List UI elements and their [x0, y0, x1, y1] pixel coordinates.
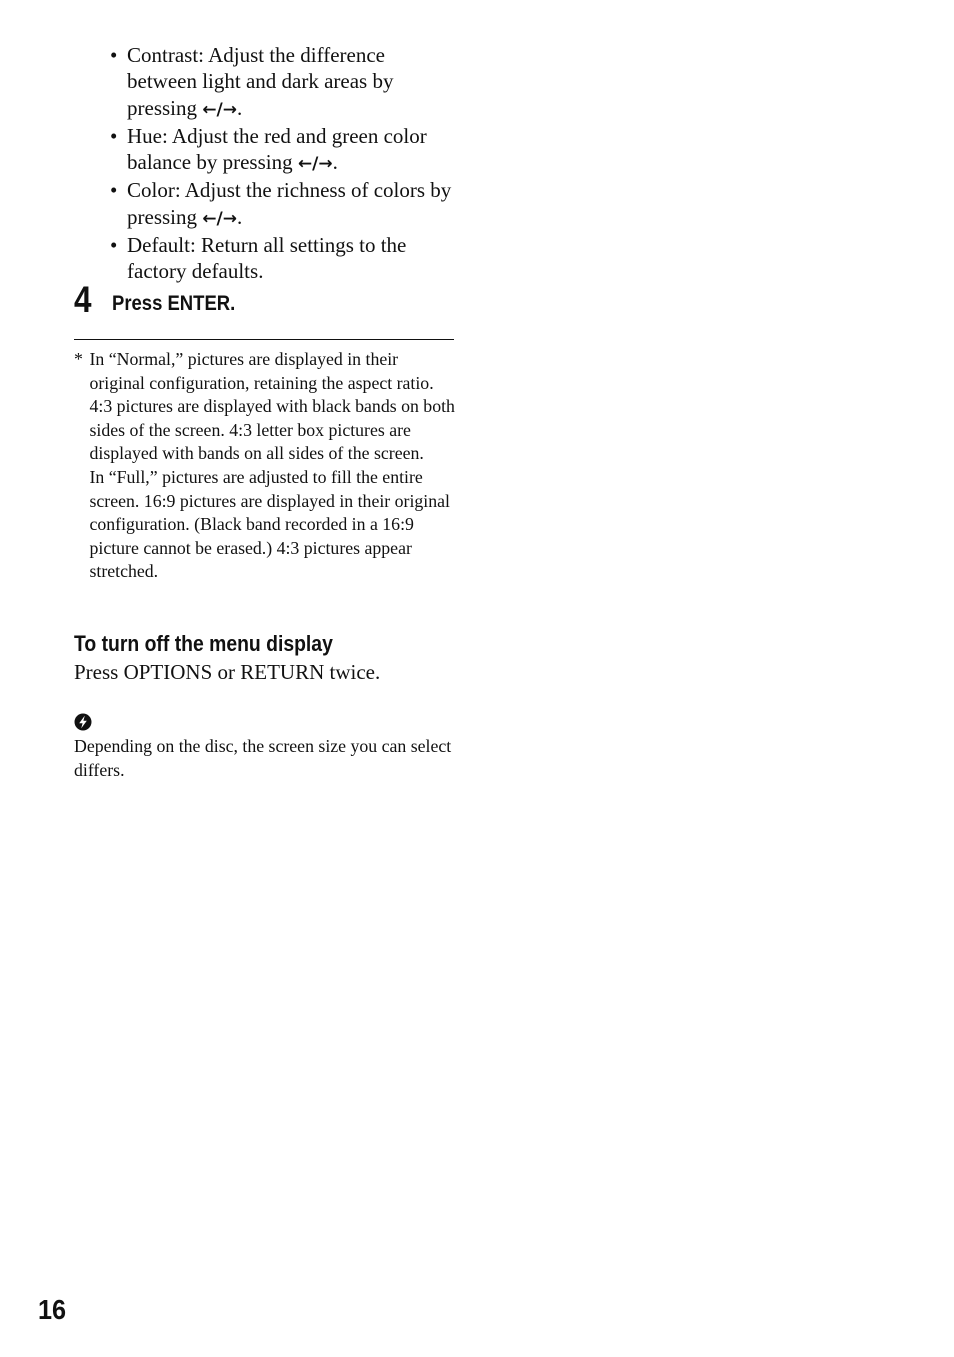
list-item — [110, 123, 460, 178]
section-body: Press OPTIONS or RETURN twice. — [74, 660, 381, 684]
footnote-divider — [74, 339, 454, 340]
left-right-arrows-icon: ←/→ — [297, 154, 333, 175]
bullet-end: . — [236, 204, 243, 229]
footnote — [74, 348, 456, 584]
left-right-arrows-icon: ←/→ — [202, 208, 237, 229]
bullet-end: . — [332, 150, 338, 175]
bullet-text: Hue: Adjust the red and green color balance by pressing — [127, 123, 427, 175]
bullet-text: Contrast: Adjust the difference between light and dark areas by pressing — [127, 43, 394, 120]
bullet-mark: • — [110, 43, 118, 67]
left-right-arrows-icon: ←/→ — [202, 99, 237, 120]
bullet-mark: • — [110, 123, 118, 148]
footnote-marker: * — [74, 349, 83, 369]
step-instruction: Press ENTER. — [112, 292, 236, 315]
picture-settings-list — [110, 42, 460, 285]
section-heading: To turn off the menu display — [74, 631, 333, 656]
footnote-paragraph: In “Full,” pictures are adjusted to fill the entire screen. 16:9 pictures are displayed in their original configuration. (Black band recorded in a 16:9 picture cannot be erased.) 4:3 pictures appear stretched. — [89, 466, 450, 582]
tip-text: Depending on the disc, the screen size you can select differs. — [74, 736, 452, 780]
bullet-text: Default: Return all settings to the factory defaults. — [127, 233, 407, 284]
page-number: 16 — [38, 1294, 67, 1325]
bullet-mark: • — [110, 178, 118, 203]
list-item — [110, 232, 460, 285]
bullet-end: . — [236, 95, 243, 120]
list-item — [110, 42, 460, 123]
bullet-mark: • — [110, 233, 118, 258]
step-number: 4 — [74, 279, 92, 320]
list-item — [110, 177, 460, 232]
footnote-paragraph: In “Normal,” pictures are displayed in their original configuration, retaining the aspect ratio. 4:3 pictures are displayed with black bands on both sides of the screen. 4:3 letter box pictures are displayed with bands on all sides of the screen. — [89, 349, 455, 464]
bullet-text: Color: Adjust the richness of colors by pressing — [127, 178, 452, 229]
tip-icon — [74, 713, 92, 731]
